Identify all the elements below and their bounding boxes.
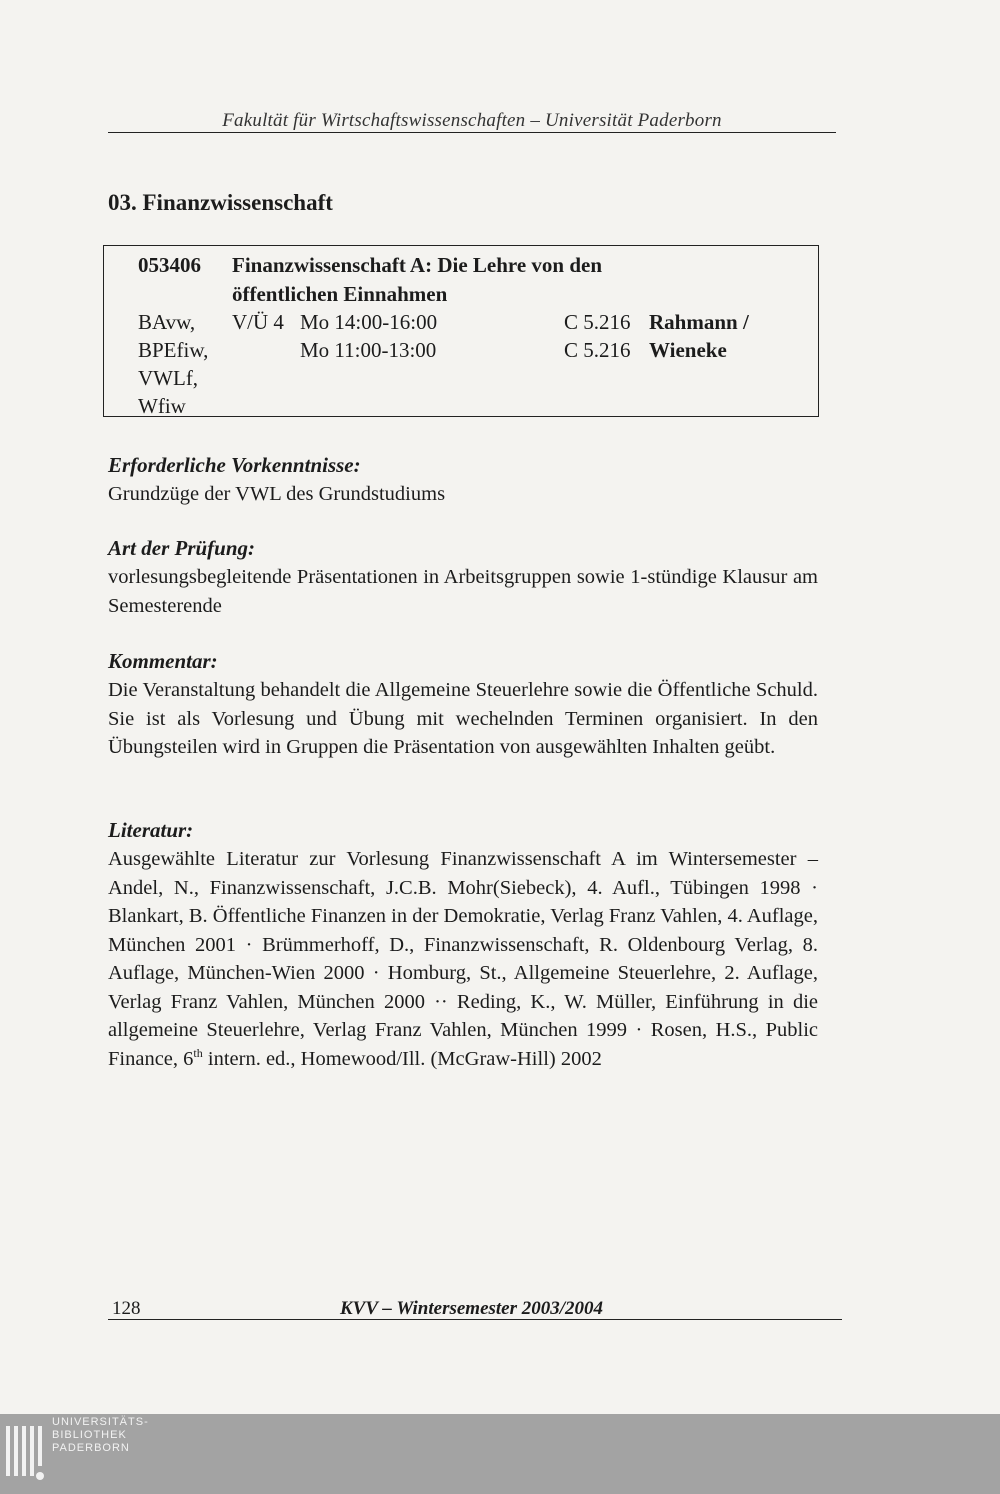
course-title-line2: öffentlichen Einnahmen bbox=[232, 282, 448, 306]
literature-text-end: intern. ed., Homewood/Ill. (McGraw-Hill) 2002 bbox=[202, 1047, 602, 1070]
comment-text: Die Veranstaltung behandelt die Allgemeine Steuerlehre sowie die Öffentliche Schuld. Sie ist als Vorlesung und Übung mit wechelnden Terminen organisiert. In den Übungsteilen wird in Gruppen die Präsentation von ausgewählten Inhalten geübt. bbox=[108, 679, 818, 758]
footer-title: KVV – Wintersemester 2003/2004 bbox=[340, 1298, 604, 1319]
program-item: BAvw, bbox=[138, 310, 196, 334]
exam-text: vorlesungsbegleitende Präsentationen in Arbeitsgruppen sowie 1-stündige Klausur am Semesterende bbox=[108, 566, 818, 617]
schedule-time: Mo 11:00-13:00 bbox=[300, 338, 437, 362]
footer-divider bbox=[108, 1319, 842, 1320]
course-number: 053406 bbox=[138, 253, 201, 277]
course-title-line1: Finanzwissenschaft A: Die Lehre von den bbox=[232, 253, 603, 277]
library-name-line1: UNIVERSITÄTS- bbox=[52, 1416, 149, 1428]
course-type: V/Ü 4 bbox=[232, 310, 284, 334]
literature-heading: Literatur: bbox=[108, 818, 194, 842]
page-number: 128 bbox=[112, 1298, 141, 1319]
running-header: Fakultät für Wirtschaftswissenschaften – Universität Paderborn bbox=[222, 110, 722, 131]
literature-superscript: th bbox=[193, 1045, 203, 1060]
schedule-room: C 5.216 bbox=[564, 310, 631, 334]
library-name-line3: PADERBORN bbox=[52, 1442, 130, 1454]
header-divider bbox=[108, 132, 836, 133]
schedule-room: C 5.216 bbox=[564, 338, 631, 362]
literature-text bbox=[108, 845, 818, 1073]
schedule-lecturer: Wieneke bbox=[649, 338, 727, 362]
section-title: 03. Finanzwissenschaft bbox=[108, 190, 333, 215]
exam-heading: Art der Prüfung: bbox=[108, 536, 256, 560]
literature-text-main: Ausgewählte Literatur zur Vorlesung Finanzwissenschaft A im Wintersemester – Andel, N., Finanzwissenschaft, J.C.B. Mohr(Siebeck), 4. Aufl., Tübingen 1998 · Blankart, B. Öffentliche Finanzen in der Demokratie, Verlag Franz Vahlen, 4. Auflage, München 2001 · Brümmerhoff, D., Finanzwissenschaft, R. Oldenbourg Verlag, 8. Auflage, München-Wien 2000 · Homburg, St., Allgemeine Steuerlehre, 2. Auflage, Verlag Franz Vahlen, München 2000 ·· Reding, K., W. Müller, Einführung in die allgemeine Steuerlehre, Verlag Franz Vahlen, München 1999 · Rosen, H.S., Public Finance, 6 bbox=[108, 848, 818, 1070]
prerequisites-text: Grundzüge der VWL des Grundstudiums bbox=[108, 483, 446, 505]
program-item: VWLf, bbox=[138, 366, 199, 390]
library-logo-icon bbox=[4, 1422, 48, 1486]
comment-heading: Kommentar: bbox=[108, 649, 218, 673]
schedule-lecturer: Rahmann / bbox=[649, 310, 749, 334]
course-box bbox=[103, 245, 819, 417]
schedule-time: Mo 14:00-16:00 bbox=[300, 310, 438, 334]
library-banner bbox=[0, 1414, 1000, 1494]
program-item: Wfiw bbox=[138, 394, 186, 418]
library-name-line2: BIBLIOTHEK bbox=[52, 1429, 127, 1441]
program-item: BPEfiw, bbox=[138, 338, 209, 362]
prerequisites-heading: Erforderliche Vorkenntnisse: bbox=[108, 453, 361, 477]
